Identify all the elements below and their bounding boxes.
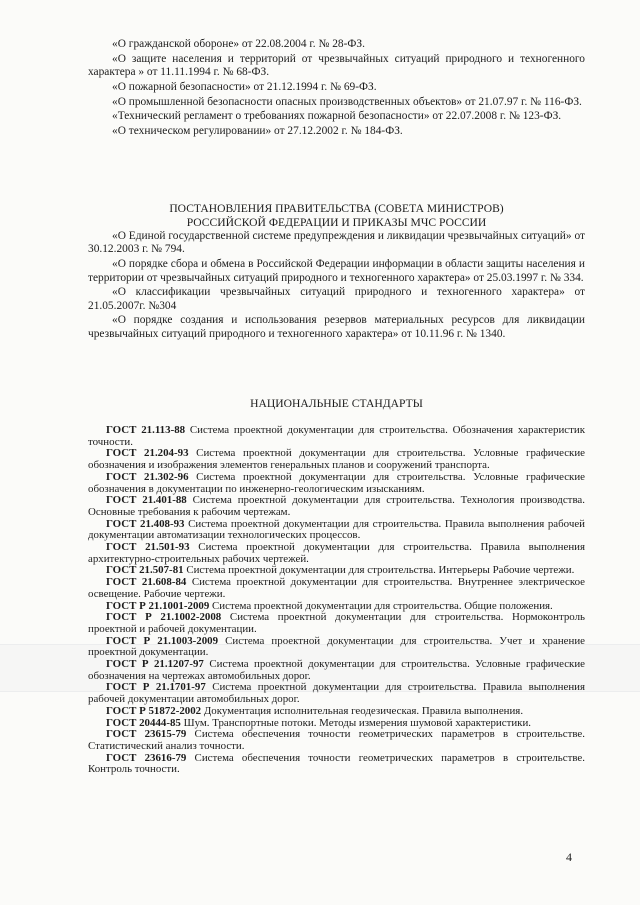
standard-code: ГОСТ 21.507-81 xyxy=(106,564,184,577)
standard-item xyxy=(88,612,585,635)
standard-code: ГОСТ 21.608-84 xyxy=(106,576,187,589)
standard-title: Система проектной документации для строительства. Общие положения. xyxy=(209,599,553,612)
law-item: «Технический регламент о требованиях пожарной безопасности» от 22.07.2008 г. № 123-ФЗ. xyxy=(112,110,562,123)
law-item: «О промышленной безопасности опасных производственных объектов» от 21.07.97 г. № 116-ФЗ. xyxy=(112,95,582,108)
standard-title: Система проектной документации для строительства. Технология производства. Основные требования к рабочим чертежам. xyxy=(88,494,585,518)
standard-title: Система проектной документации для строительства. Правила выполнения архитектурно-строительных рабочих чертежей. xyxy=(88,541,585,565)
standard-item xyxy=(88,542,585,565)
standard-title: Система обеспечения точности геометрических параметров в строительстве. Статистический анализ точности. xyxy=(88,728,585,752)
standard-item xyxy=(88,753,585,776)
standard-item xyxy=(88,472,585,495)
standard-title: Система проектной документации для строительства. Правила выполнения рабочей документации автомобильных дорог. xyxy=(88,681,586,706)
standard-item xyxy=(88,495,585,518)
standard-title: Система проектной документации для строительства. Условные графические обозначения и изображения элементов генеральных планов и сооружений транспорта. xyxy=(88,447,585,472)
resolutions-heading-line1: ПОСТАНОВЛЕНИЯ ПРАВИТЕЛЬСТВА (СОВЕТА МИНИСТРОВ) xyxy=(169,202,504,215)
standard-title: Система проектной документации для строительства. Нормоконтроль проектной и рабочей документации. xyxy=(88,611,585,635)
law-item: «О техническом регулировании» от 27.12.2002 г. № 184-ФЗ. xyxy=(112,124,403,137)
standard-item xyxy=(88,519,585,542)
law-item: «О пожарной безопасности» от 21.12.1994 г. № 69-ФЗ. xyxy=(112,80,377,93)
standard-item xyxy=(88,448,585,471)
resolutions-heading-line2: РОССИЙСКОЙ ФЕДЕРАЦИИ И ПРИКАЗЫ МЧС РОССИИ xyxy=(186,215,487,229)
standard-title: Система обеспечения точности геометрических параметров в строительстве. Контроль точности. xyxy=(88,751,585,776)
standard-code: ГОСТ 21.401-88 xyxy=(106,494,187,507)
standard-code: ГОСТ 21.408-93 xyxy=(106,517,185,530)
standard-item xyxy=(88,577,585,600)
standard-code: ГОСТ 21.204-93 xyxy=(106,447,189,460)
resolution-item: «О порядке сбора и обмена в Российской Федерации информации в области защиты населения и территории от чрезвычайных ситуаций природного и техногенного характера» от 25.03.1997 г. № 334. xyxy=(88,258,585,284)
standard-code: ГОСТ 23616-79 xyxy=(106,751,187,764)
resolution-item: «О классификации чрезвычайных ситуаций природного и техногенного характера» от 21.05.2007г. №304 xyxy=(88,286,585,312)
standard-code: ГОСТ 20444-85 xyxy=(106,716,181,729)
standards-heading: НАЦИОНАЛЬНЫЕ СТАНДАРТЫ xyxy=(250,397,423,410)
standards-list xyxy=(88,425,585,776)
standard-code: ГОСТ 21.302-96 xyxy=(106,470,189,483)
standard-title: Документация исполнительная геодезическая. Правила выполнения. xyxy=(201,704,524,717)
standard-item xyxy=(88,682,585,705)
standard-title: Шум. Транспортные потоки. Методы измерения шумовой характеристики. xyxy=(180,716,532,729)
standard-title: Система проектной документации для строительства. Интерьеры Рабочие чертежи. xyxy=(183,564,575,577)
standard-item xyxy=(88,636,585,659)
standard-code: ГОСТ 23615-79 xyxy=(106,728,187,741)
standard-item xyxy=(88,425,585,448)
standard-item xyxy=(88,729,585,752)
standard-code: ГОСТ Р 51872-2002 xyxy=(106,704,202,717)
resolutions-list xyxy=(88,230,585,341)
standard-code: ГОСТ 21.113-88 xyxy=(106,424,186,436)
page-number: 4 xyxy=(566,850,572,864)
standard-code: ГОСТ Р 21.1001-2009 xyxy=(106,599,210,612)
standard-code: ГОСТ Р 21.1701-97 xyxy=(106,681,206,694)
resolution-item: «О Единой государственной системе предупреждения и ликвидации чрезвычайных ситуаций» от 30.12.2003 г. № 794. xyxy=(88,230,585,256)
resolution-item: «О порядке создания и использования резервов материальных ресурсов для ликвидации чрезвычайных ситуаций природного и техногенного характера» от 10.11.96 г. № 1340. xyxy=(88,314,585,340)
standard-title: Система проектной документации для строительства. Обозначения характеристик точности. xyxy=(88,424,585,448)
standard-title: Система проектной документации для строительства. Внутреннее электрическое освещение. Рабочие чертежи. xyxy=(88,576,585,600)
standard-code: ГОСТ 21.501-93 xyxy=(106,541,190,554)
standard-title: Система проектной документации для строительства. Условные графические обозначения на чертежах автомобильных дорог. xyxy=(88,658,586,682)
standard-code: ГОСТ Р 21.1003-2009 xyxy=(106,634,219,647)
resolutions-heading xyxy=(88,202,585,229)
standard-title: Система проектной документации для строительства. Учет и хранение проектной документации. xyxy=(88,634,585,659)
standard-title: Система проектной документации для строительства. Правила выполнения рабочей документации автоматизации технологических процессов. xyxy=(88,517,585,542)
standard-code: ГОСТ Р 21.1002-2008 xyxy=(106,611,222,624)
standard-code: ГОСТ Р 21.1207-97 xyxy=(106,658,204,671)
standard-title: Система проектной документации для строительства. Условные графические обозначения в документации по инженерно-геологическим изысканиям. xyxy=(88,470,585,495)
law-item: «О гражданской обороне» от 22.08.2004 г. № 28-ФЗ. xyxy=(112,38,365,50)
standard-item xyxy=(88,659,585,682)
federal-laws-list xyxy=(88,38,585,138)
law-item: «О защите населения и территорий от чрезвычайных ситуаций природного и техногенного характера » от 11.11.1994 г. № 68-ФЗ. xyxy=(88,52,585,79)
